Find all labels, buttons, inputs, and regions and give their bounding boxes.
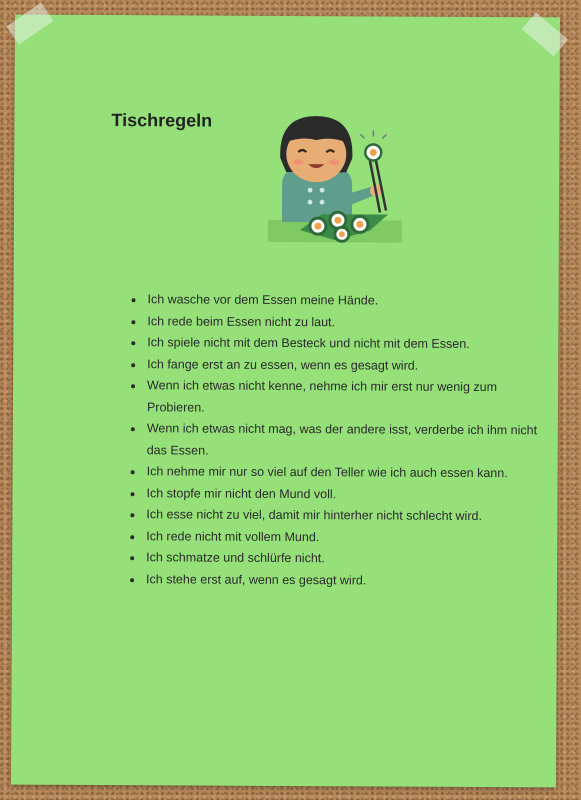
poster-title: Tischregeln: [111, 110, 213, 131]
rule-item: • Ich nehme mir nur so viel auf den Teller wie ich auch essen kann.: [145, 461, 545, 485]
girl-eating-sushi-icon: [260, 112, 411, 247]
rules-list: [124, 289, 546, 592]
rule-item: • Ich rede beim Essen nicht zu laut.: [145, 311, 545, 335]
rule-item: • Ich wasche vor dem Essen meine Hände.: [145, 289, 545, 313]
rule-item: • Ich fange erst an zu essen, wenn es gesagt wird.: [145, 354, 545, 378]
rule-item: • Ich esse nicht zu viel, damit mir hinterher nicht schlecht wird.: [144, 504, 544, 528]
paper-sheet: [11, 15, 560, 788]
rule-item: • Wenn ich etwas nicht mag, was der andere isst, verderbe ich ihm nicht das Essen.: [145, 418, 545, 463]
rule-item: • Ich stehe erst auf, wenn es gesagt wird.: [144, 569, 544, 593]
tape-strip: [522, 12, 568, 56]
rule-item: • Ich stopfe mir nicht den Mund voll.: [144, 483, 544, 507]
rule-item: • Ich schmatze und schlürfe nicht.: [144, 547, 544, 571]
rule-item: • Ich rede nicht mit vollem Mund.: [144, 526, 544, 550]
rule-item: • Ich spiele nicht mit dem Besteck und nicht mit dem Essen.: [145, 332, 545, 356]
tape-strip: [6, 3, 53, 45]
rule-item: • Wenn ich etwas nicht kenne, nehme ich mir erst nur wenig zum Probieren.: [145, 375, 545, 420]
